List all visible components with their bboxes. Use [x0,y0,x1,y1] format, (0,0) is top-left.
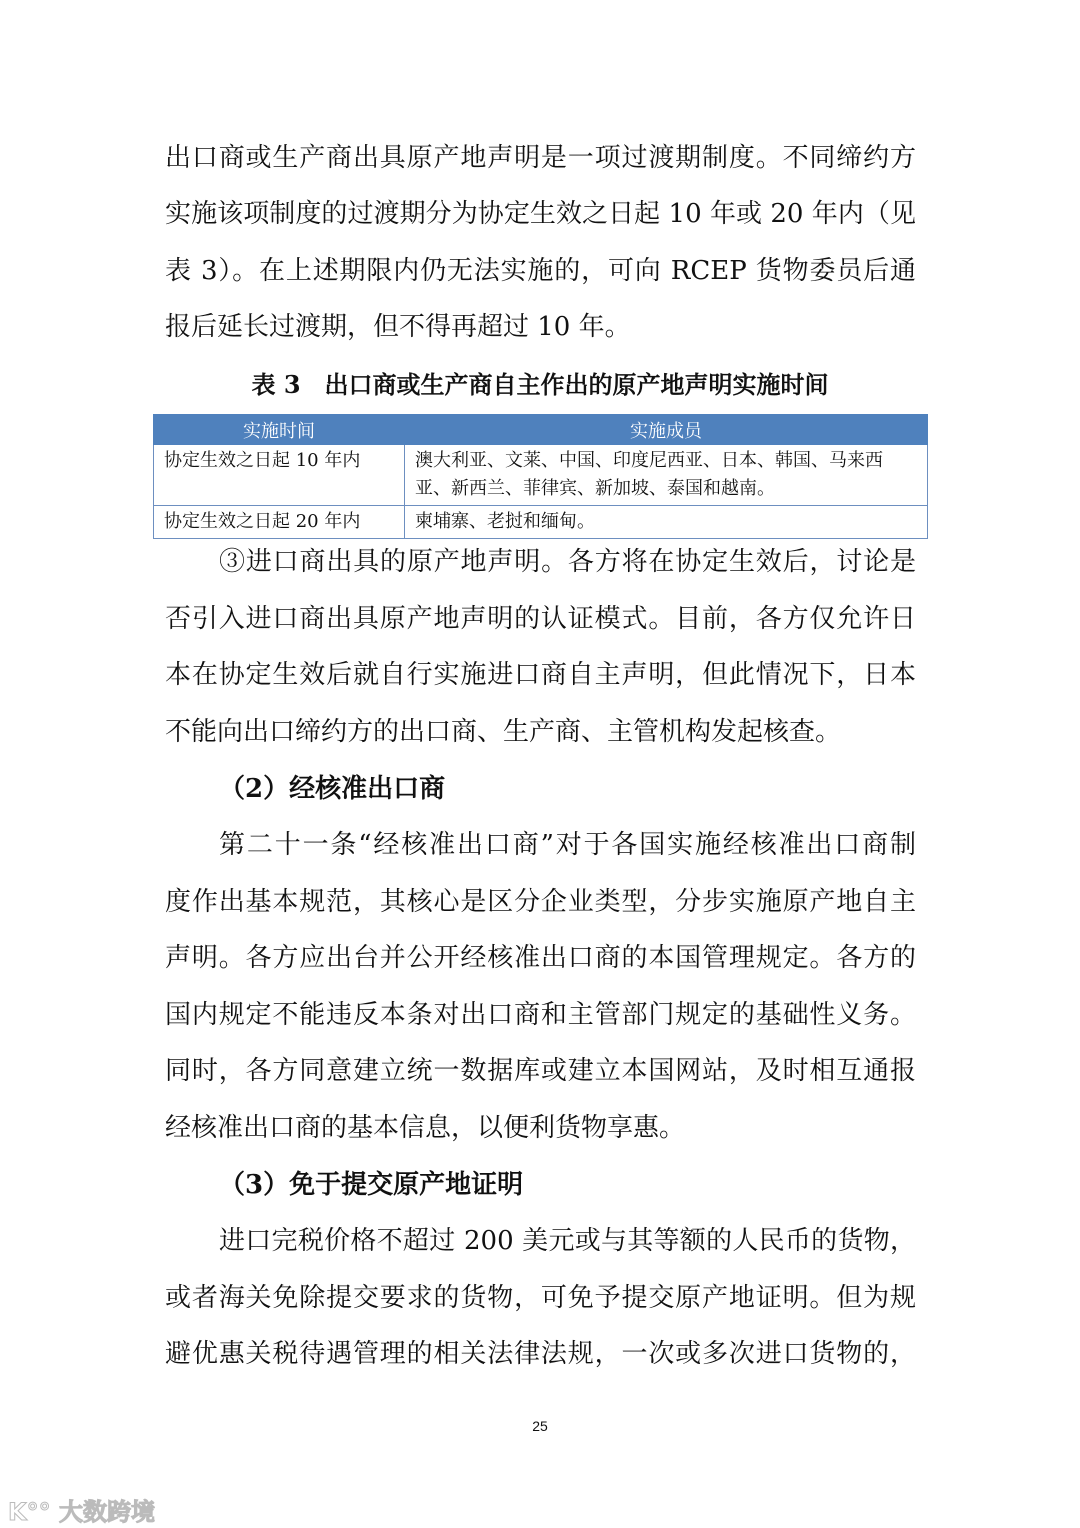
text-line: 或者海关免除提交要求的货物，可免予提交原产地证明。但为规 [165,1283,916,1313]
table-title: 表 3 出口商或生产商自主作出的原产地声明实施时间 [251,370,829,399]
text-line: 实施该项制度的过渡期分为协定生效之日起 10 年或 20 年内（见 [165,199,916,229]
page-number: 25 [532,1418,548,1434]
text-line: 度作出基本规范，其核心是区分企业类型，分步实施原产地自主 [165,887,916,917]
text-line: 国内规定不能违反本条对出口商和主管部门规定的基础性义务。 [165,1000,916,1030]
text-line: 同时，各方同意建立统一数据库或建立本国网站，及时相互通报 [165,1056,916,1086]
table-row [154,445,928,506]
table-cell: 澳大利亚、文莱、中国、印度尼西亚、日本、韩国、马来西亚、新西兰、菲律宾、新加坡、泰国和越南。 [405,445,928,506]
table-cell: 协定生效之日起 10 年内 [154,445,405,506]
text-line: ③进口商出具的原产地声明。各方将在协定生效后，讨论是 [219,547,916,577]
text-line: 进口完税价格不超过 200 美元或与其等额的人民币的货物， [219,1226,916,1256]
text-line: 否引入进口商出具原产地声明的认证模式。目前，各方仅允许日 [165,604,916,634]
text-line: 声明。各方应出台并公开经核准出口商的本国管理规定。各方的 [165,943,916,973]
watermark-text: 大数跨境 [58,1498,155,1526]
section-heading: （3）免于提交原产地证明 [219,1170,524,1200]
column-header: 实施成员 [405,415,928,445]
watermark-icon: K°° [8,1498,59,1526]
text-line: 第二十一条“经核准出口商”对于各国实施经核准出口商制 [219,830,916,860]
text-line: 不能向出口缔约方的出口商、生产商、主管机构发起核查。 [165,717,842,747]
text-line: 表 3）。在上述期限内仍无法实施的，可向 RCEP 货物委员后通 [165,256,916,286]
section-heading: （2）经核准出口商 [219,774,446,804]
text-line: 出口商或生产商出具原产地声明是一项过渡期制度。不同缔约方 [165,143,916,173]
watermark-logo [8,1492,155,1527]
table-cell: 协定生效之日起 20 年内 [154,506,405,539]
implementation-table [153,414,928,539]
text-line: 避优惠关税待遇管理的相关法律法规，一次或多次进口货物的， [165,1339,916,1369]
table-row [154,506,928,539]
text-line: 经核准出口商的基本信息，以便利货物享惠。 [165,1113,686,1143]
text-line: 报后延长过渡期，但不得再超过 10 年。 [165,312,631,342]
table-cell: 柬埔寨、老挝和缅甸。 [405,506,928,539]
text-line: 本在协定生效后就自行实施进口商自主声明，但此情况下，日本 [165,660,916,690]
column-header: 实施时间 [154,415,405,445]
table-header-row [154,415,928,445]
